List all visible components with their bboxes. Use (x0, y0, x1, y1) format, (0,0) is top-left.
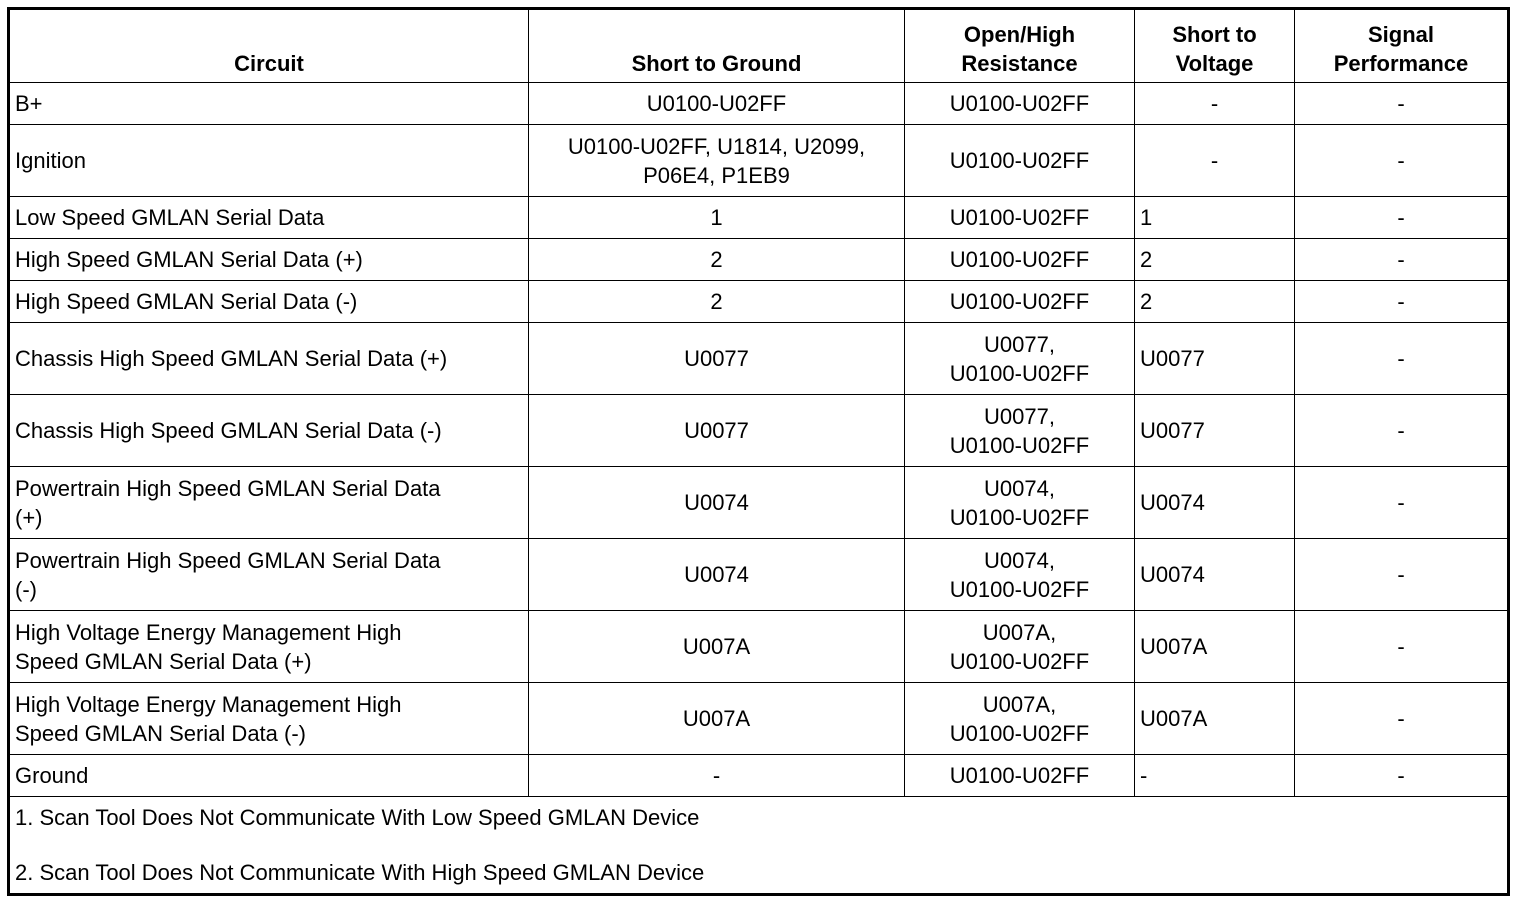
open-high-resistance-cell: U0100-U02FF (905, 197, 1135, 239)
open-high-resistance-cell: U0100-U02FF (905, 281, 1135, 323)
circuit-dtc-table (7, 7, 1510, 896)
circuit-cell: Powertrain High Speed GMLAN Serial Data (-) (9, 539, 529, 611)
short-to-voltage-cell: U007A (1135, 683, 1295, 755)
short-to-voltage-cell: 2 (1135, 239, 1295, 281)
open-high-resistance-cell: U0100-U02FF (905, 239, 1135, 281)
table-row (9, 395, 1509, 467)
dtc-table-container (7, 7, 1510, 896)
circuit-cell: Chassis High Speed GMLAN Serial Data (-) (9, 395, 529, 467)
signal-performance-cell: - (1295, 467, 1509, 539)
table-row (9, 83, 1509, 125)
open-high-resistance-cell: U0077, U0100-U02FF (905, 395, 1135, 467)
short-to-voltage-cell: 2 (1135, 281, 1295, 323)
short-to-voltage-cell: - (1135, 755, 1295, 797)
signal-performance-cell: - (1295, 281, 1509, 323)
table-row (9, 239, 1509, 281)
short-to-voltage-cell: U0077 (1135, 395, 1295, 467)
footnote-1: 1. Scan Tool Does Not Communicate With Low Speed GMLAN Device (15, 805, 700, 830)
header-short-to-voltage: Short to Voltage (1135, 9, 1295, 83)
table-row (9, 611, 1509, 683)
table-row (9, 755, 1509, 797)
signal-performance-cell: - (1295, 323, 1509, 395)
short-to-voltage-cell: 1 (1135, 197, 1295, 239)
circuit-cell: Ground (9, 755, 529, 797)
table-row (9, 323, 1509, 395)
short-to-ground-cell: 2 (529, 281, 905, 323)
header-open-high-resistance: Open/High Resistance (905, 9, 1135, 83)
open-high-resistance-cell: U0077, U0100-U02FF (905, 323, 1135, 395)
signal-performance-cell: - (1295, 197, 1509, 239)
short-to-voltage-cell: - (1135, 83, 1295, 125)
notes-row (9, 797, 1509, 895)
short-to-ground-cell: U007A (529, 683, 905, 755)
table-row (9, 197, 1509, 239)
circuit-cell: Ignition (9, 125, 529, 197)
short-to-ground-cell: U0077 (529, 395, 905, 467)
signal-performance-cell: - (1295, 611, 1509, 683)
open-high-resistance-cell: U0100-U02FF (905, 83, 1135, 125)
table-row (9, 125, 1509, 197)
circuit-cell: High Voltage Energy Management High Speed GMLAN Serial Data (+) (9, 611, 529, 683)
open-high-resistance-cell: U0100-U02FF (905, 755, 1135, 797)
open-high-resistance-cell: U0074, U0100-U02FF (905, 467, 1135, 539)
table-row (9, 683, 1509, 755)
signal-performance-cell: - (1295, 239, 1509, 281)
short-to-ground-cell: U0100-U02FF, U1814, U2099, P06E4, P1EB9 (529, 125, 905, 197)
signal-performance-cell: - (1295, 683, 1509, 755)
header-row (9, 9, 1509, 83)
short-to-ground-cell: U0074 (529, 467, 905, 539)
signal-performance-cell: - (1295, 83, 1509, 125)
circuit-cell: High Speed GMLAN Serial Data (-) (9, 281, 529, 323)
open-high-resistance-cell: U0100-U02FF (905, 125, 1135, 197)
circuit-cell: B+ (9, 83, 529, 125)
open-high-resistance-cell: U007A, U0100-U02FF (905, 683, 1135, 755)
footnote-2: 2. Scan Tool Does Not Communicate With High Speed GMLAN Device (15, 860, 705, 885)
short-to-ground-cell: 1 (529, 197, 905, 239)
short-to-ground-cell: 2 (529, 239, 905, 281)
short-to-ground-cell: U0074 (529, 539, 905, 611)
table-row (9, 467, 1509, 539)
signal-performance-cell: - (1295, 125, 1509, 197)
short-to-ground-cell: - (529, 755, 905, 797)
circuit-cell: Powertrain High Speed GMLAN Serial Data (+) (9, 467, 529, 539)
header-signal-performance: Signal Performance (1295, 9, 1509, 83)
short-to-ground-cell: U007A (529, 611, 905, 683)
notes-cell (9, 797, 1509, 895)
short-to-voltage-cell: - (1135, 125, 1295, 197)
short-to-voltage-cell: U007A (1135, 611, 1295, 683)
short-to-voltage-cell: U0074 (1135, 467, 1295, 539)
circuit-cell: Low Speed GMLAN Serial Data (9, 197, 529, 239)
circuit-cell: High Speed GMLAN Serial Data (+) (9, 239, 529, 281)
table-row (9, 281, 1509, 323)
header-short-to-ground: Short to Ground (529, 9, 905, 83)
signal-performance-cell: - (1295, 539, 1509, 611)
short-to-ground-cell: U0077 (529, 323, 905, 395)
circuit-cell: Chassis High Speed GMLAN Serial Data (+) (9, 323, 529, 395)
open-high-resistance-cell: U007A, U0100-U02FF (905, 611, 1135, 683)
signal-performance-cell: - (1295, 755, 1509, 797)
table-row (9, 539, 1509, 611)
open-high-resistance-cell: U0074, U0100-U02FF (905, 539, 1135, 611)
short-to-voltage-cell: U0077 (1135, 323, 1295, 395)
short-to-voltage-cell: U0074 (1135, 539, 1295, 611)
circuit-cell: High Voltage Energy Management High Speed GMLAN Serial Data (-) (9, 683, 529, 755)
signal-performance-cell: - (1295, 395, 1509, 467)
short-to-ground-cell: U0100-U02FF (529, 83, 905, 125)
header-circuit: Circuit (9, 9, 529, 83)
